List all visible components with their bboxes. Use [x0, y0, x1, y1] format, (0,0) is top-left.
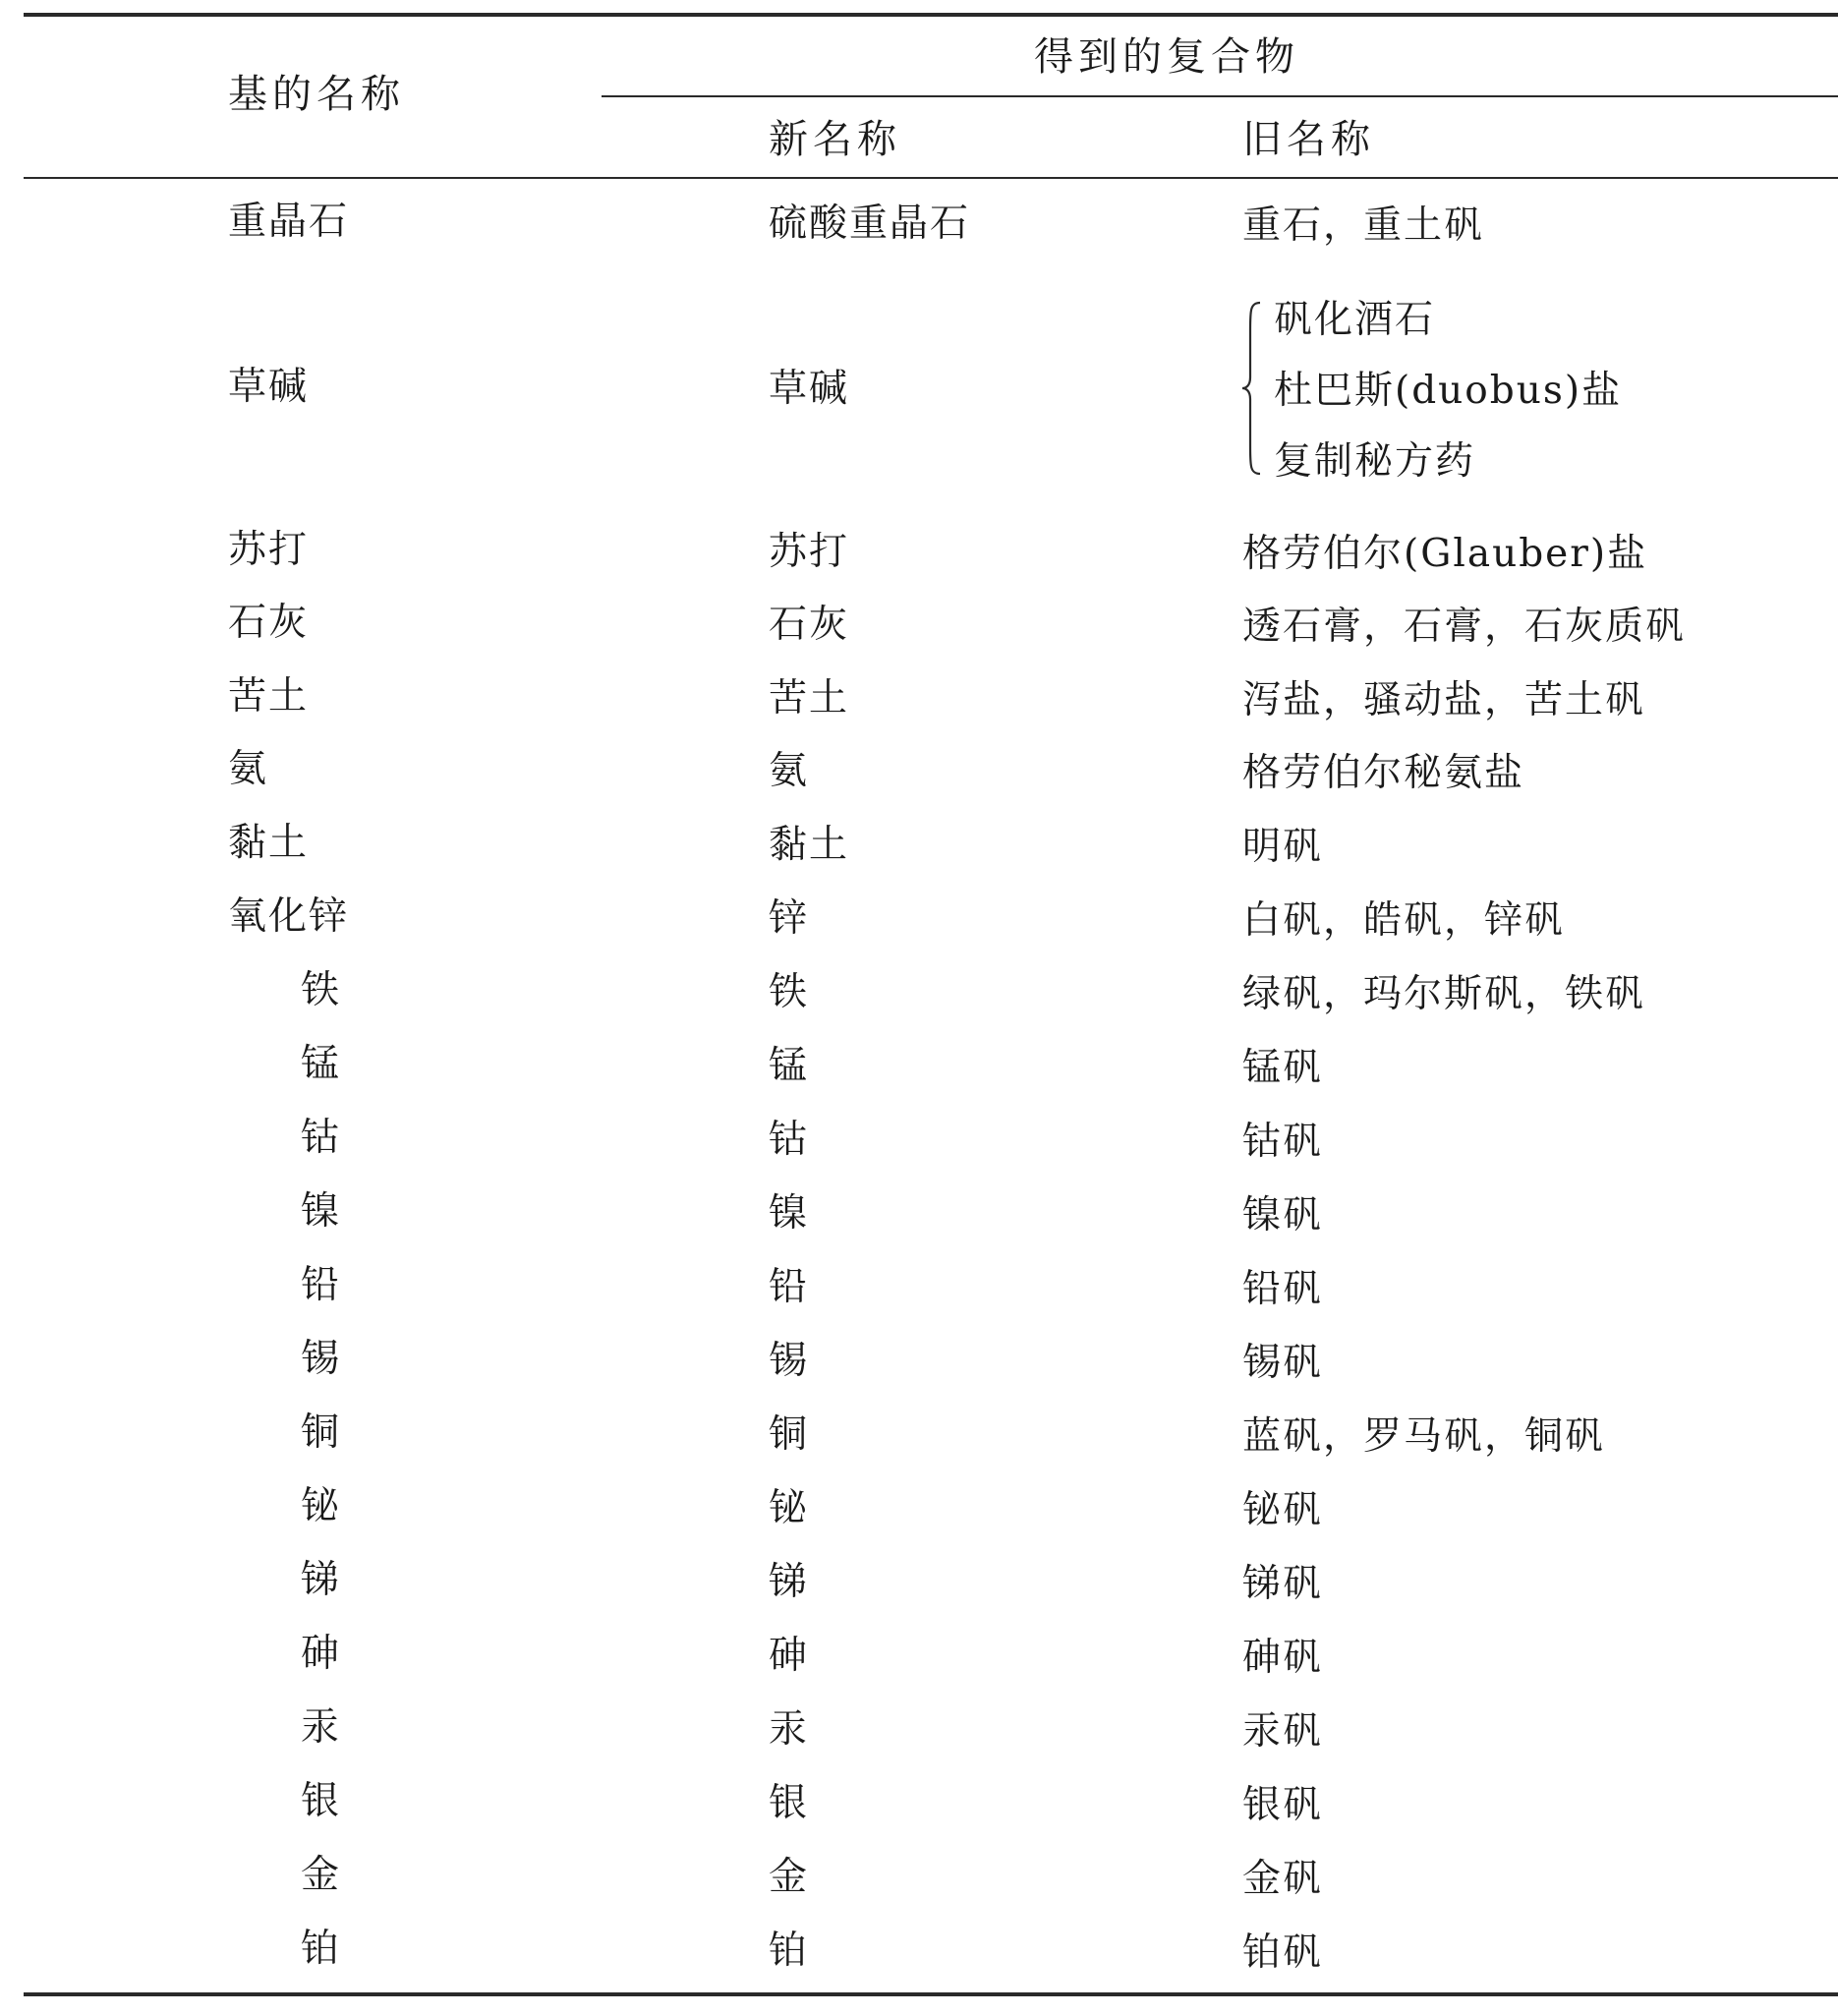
cell-old: 镍矾 — [1242, 1193, 1324, 1238]
cell-new: 锑 — [769, 1560, 810, 1604]
header-base-name: 基的名称 — [228, 72, 405, 117]
cell-new: 锰 — [769, 1044, 810, 1088]
cell-old: 铋矾 — [1242, 1488, 1324, 1532]
cell-base: 氧化锌 — [228, 894, 350, 939]
cell-old: 银矾 — [1242, 1783, 1324, 1827]
cell-old-list-item: 矾化酒石 — [1274, 298, 1436, 342]
cell-base: 黏土 — [228, 821, 310, 865]
cell-old: 锡矾 — [1242, 1341, 1324, 1385]
cell-new: 镍 — [769, 1191, 810, 1236]
cell-new: 草碱 — [769, 367, 850, 411]
cell-old: 金矾 — [1242, 1857, 1324, 1901]
cell-old: 钴矾 — [1242, 1120, 1324, 1164]
cell-old-list-item: 杜巴斯(duobus)盐 — [1274, 369, 1623, 413]
cell-new: 氨 — [769, 749, 810, 793]
table-top-rule — [24, 13, 1838, 17]
cell-old: 白矾，皓矾，锌矾 — [1242, 898, 1566, 943]
cell-old: 绿矾，玛尔斯矾，铁矾 — [1242, 972, 1646, 1016]
cell-old: 透石膏，石膏，石灰质矾 — [1242, 605, 1687, 649]
cell-new: 锡 — [769, 1339, 810, 1383]
cell-new: 金 — [769, 1855, 810, 1899]
cell-old: 砷矾 — [1242, 1636, 1324, 1680]
cell-old: 汞矾 — [1242, 1709, 1324, 1754]
cell-old: 锑矾 — [1242, 1562, 1324, 1606]
cell-new: 铂 — [769, 1929, 810, 1973]
header-group-rule — [602, 95, 1838, 97]
cell-base: 铜 — [301, 1411, 342, 1455]
cell-new: 铁 — [769, 970, 810, 1014]
cell-base: 铂 — [301, 1927, 342, 1971]
cell-base: 铅 — [301, 1263, 342, 1307]
cell-old: 铂矾 — [1242, 1930, 1324, 1975]
cell-new: 银 — [769, 1781, 810, 1825]
cell-base: 镍 — [301, 1189, 342, 1234]
cell-new: 砷 — [769, 1634, 810, 1678]
cell-base: 砷 — [301, 1632, 342, 1676]
table-bottom-rule — [24, 1992, 1838, 1996]
header-compound-group: 得到的复合物 — [1034, 34, 1299, 80]
cell-old: 铅矾 — [1242, 1267, 1324, 1311]
curly-brace-icon — [1240, 301, 1262, 476]
cell-new: 苦土 — [769, 676, 850, 720]
cell-base: 锑 — [301, 1558, 342, 1602]
cell-base: 锡 — [301, 1337, 342, 1381]
header-old-name: 旧名称 — [1242, 117, 1375, 162]
cell-new: 硫酸重晶石 — [769, 202, 971, 246]
cell-base: 苏打 — [228, 528, 310, 572]
cell-new: 锌 — [769, 896, 810, 941]
cell-base: 苦土 — [228, 674, 310, 719]
cell-new: 苏打 — [769, 530, 850, 574]
cell-base: 氨 — [228, 747, 269, 791]
cell-new: 钴 — [769, 1118, 810, 1162]
cell-new: 黏土 — [769, 823, 850, 867]
cell-base: 金 — [301, 1853, 342, 1897]
cell-old: 蓝矾，罗马矾，铜矾 — [1242, 1414, 1606, 1459]
cell-new: 铅 — [769, 1265, 810, 1309]
cell-new: 铋 — [769, 1486, 810, 1530]
header-bottom-rule — [24, 177, 1838, 179]
cell-old: 格劳伯尔(Glauber)盐 — [1242, 532, 1648, 576]
cell-base: 锰 — [301, 1042, 342, 1086]
cell-base: 草碱 — [228, 365, 310, 409]
cell-base: 铋 — [301, 1484, 342, 1528]
cell-new: 石灰 — [769, 603, 850, 647]
cell-old: 格劳伯尔秘氨盐 — [1242, 751, 1525, 795]
cell-old: 泻盐，骚动盐，苦土矾 — [1242, 678, 1646, 722]
cell-new: 汞 — [769, 1707, 810, 1752]
cell-base: 铁 — [301, 968, 342, 1012]
cell-base: 汞 — [301, 1705, 342, 1750]
cell-old: 锰矾 — [1242, 1046, 1324, 1090]
cell-old: 明矾 — [1242, 825, 1324, 869]
cell-new: 铜 — [769, 1412, 810, 1457]
cell-old: 重石，重土矾 — [1242, 203, 1485, 248]
cell-base: 重晶石 — [228, 200, 350, 244]
cell-base: 钴 — [301, 1116, 342, 1160]
cell-base: 石灰 — [228, 601, 310, 645]
cell-base: 银 — [301, 1779, 342, 1823]
cell-old-list-item: 复制秘方药 — [1274, 439, 1476, 484]
header-new-name: 新名称 — [769, 117, 901, 162]
